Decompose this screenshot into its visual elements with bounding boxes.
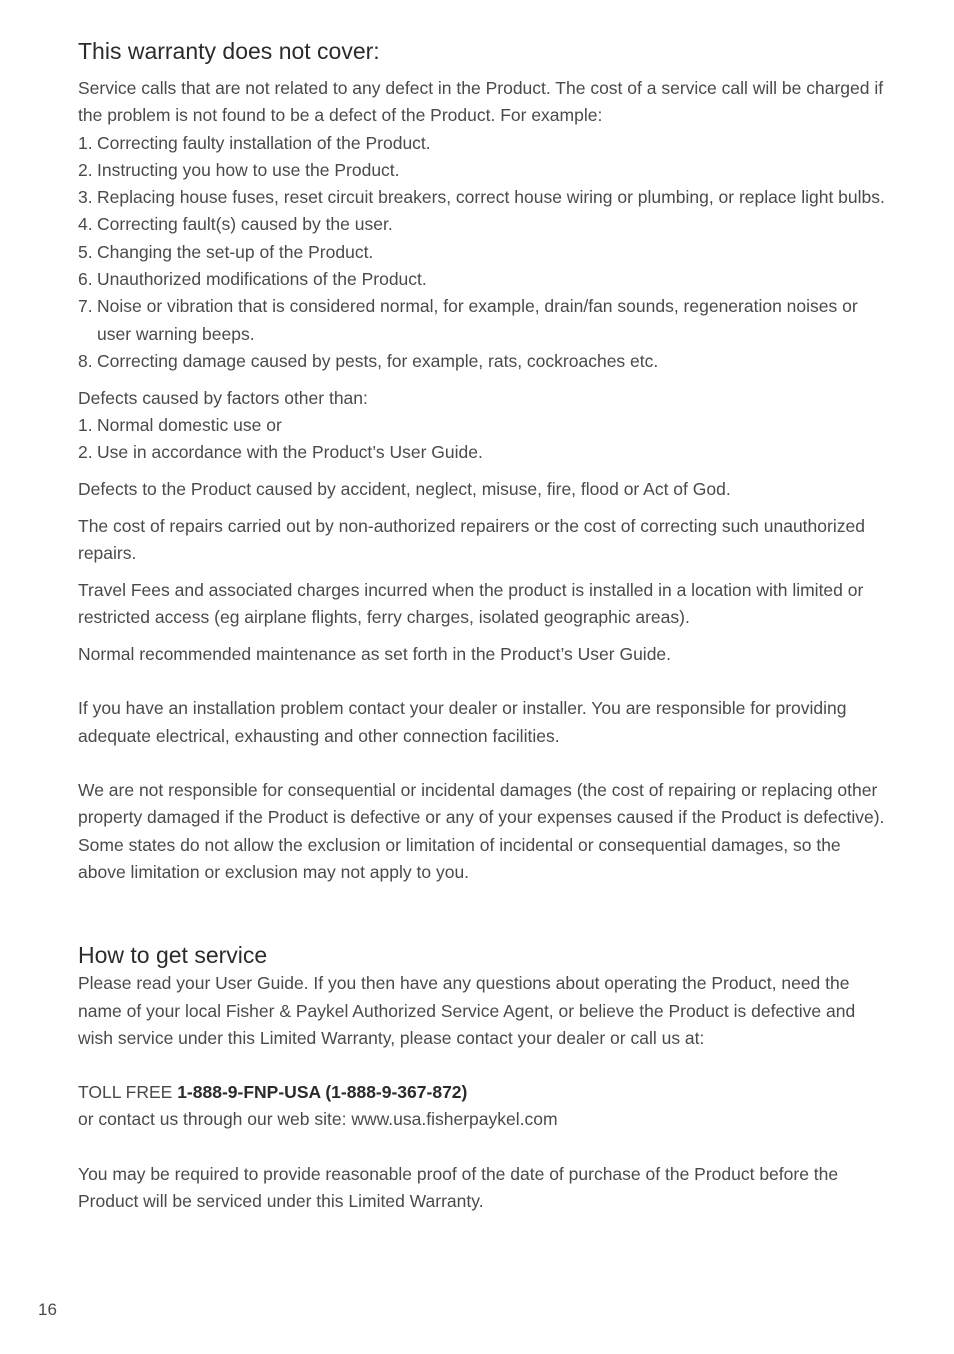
list-item — [78, 239, 888, 266]
page-number: 16 — [38, 1300, 57, 1319]
list-text: Normal domestic use or — [97, 415, 282, 436]
list-text: Changing the set-up of the Product. — [97, 241, 374, 262]
toll-free-number: 1-888-9-FNP-USA (1-888-9-367-872) — [177, 1082, 468, 1103]
list-text: Instructing you how to use the Product. — [97, 159, 400, 180]
heading-not-covered: This warranty does not cover: — [78, 38, 380, 64]
not-covered-examples-list — [78, 130, 888, 376]
paragraph-service-intro: Please read your User Guide. If you then have any questions about operating the Product, need the name of your local Fisher & Paykel Authorized Service Agent, or believe the Product is defective and wish service under this Limited Warranty, please contact your dealer or call us at: — [78, 973, 856, 1048]
list-text: Replacing house fuses, reset circuit breakers, correct house wiring or plumbing, or replace light bulbs. — [97, 187, 885, 208]
paragraph-travel-fees: Travel Fees and associated charges incurred when the product is installed in a location with limited or restricted access (eg airplane flights, ferry charges, isolated geographic areas). — [78, 580, 864, 628]
list-text: Noise or vibration that is considered normal, for example, drain/fan sounds, regeneration noises or user warning beeps. — [97, 296, 858, 344]
list-number: 6. — [78, 269, 93, 290]
list-text: Correcting faulty installation of the Product. — [97, 132, 431, 153]
list-number: 5. — [78, 241, 93, 262]
list-number: 2. — [78, 159, 93, 180]
list-item — [78, 348, 888, 375]
website-label: or contact us through our web site: — [78, 1109, 352, 1130]
paragraph-defects-intro: Defects caused by factors other than: — [78, 387, 368, 408]
website-line — [78, 1106, 888, 1133]
list-number: 4. — [78, 214, 93, 235]
list-item — [78, 293, 888, 348]
list-item — [78, 266, 888, 293]
list-number: 1. — [78, 415, 93, 436]
list-number: 8. — [78, 350, 93, 371]
list-item — [78, 439, 888, 466]
list-text: Unauthorized modifications of the Product. — [97, 269, 427, 290]
paragraph-installation: If you have an installation problem contact your dealer or installer. You are responsible for providing adequate electrical, exhausting and other connection facilities. — [78, 698, 847, 746]
list-item — [78, 130, 888, 157]
paragraph-accident: Defects to the Product caused by accident, neglect, misuse, fire, flood or Act of God. — [78, 479, 731, 500]
warranty-page — [78, 36, 888, 1215]
list-number: 1. — [78, 132, 93, 153]
paragraph-damages: We are not responsible for consequential or incidental damages (the cost of repairing or replacing other property damaged if the Product is defective or any of your expenses caused if the Product is defective). Some states do not allow the exclusion or limitation of incidental or consequential damages, so the above limitation or exclusion may not apply to you. — [78, 780, 885, 882]
list-number: 3. — [78, 187, 93, 208]
list-number: 7. — [78, 296, 93, 317]
toll-free-label: TOLL FREE — [78, 1082, 178, 1103]
list-item — [78, 211, 888, 238]
paragraph-maintenance: Normal recommended maintenance as set forth in the Product’s User Guide. — [78, 644, 672, 665]
toll-free-line — [78, 1079, 888, 1106]
paragraph-proof-of-purchase: You may be required to provide reasonable proof of the date of purchase of the Product before the Product will be serviced under this Limited Warranty. — [78, 1163, 839, 1211]
list-text: Use in accordance with the Product’s User Guide. — [97, 442, 483, 463]
paragraph-repairs: The cost of repairs carried out by non-authorized repairers or the cost of correcting such unauthorized repairs. — [78, 515, 865, 564]
website-link[interactable]: www.usa.fisherpaykel.com — [351, 1109, 558, 1130]
list-item — [78, 157, 888, 184]
paragraph-service-calls: Service calls that are not related to any defect in the Product. The cost of a service call will be charged if the problem is not found to be a defect of the Product. For example: — [78, 78, 884, 126]
list-text: Correcting fault(s) caused by the user. — [97, 214, 393, 235]
list-text: Correcting damage caused by pests, for example, rats, cockroaches etc. — [97, 350, 659, 371]
list-item — [78, 184, 888, 211]
list-number: 2. — [78, 442, 93, 463]
heading-how-to-get-service: How to get service — [78, 942, 268, 969]
list-item — [78, 412, 888, 439]
defect-factors-list — [78, 412, 888, 467]
